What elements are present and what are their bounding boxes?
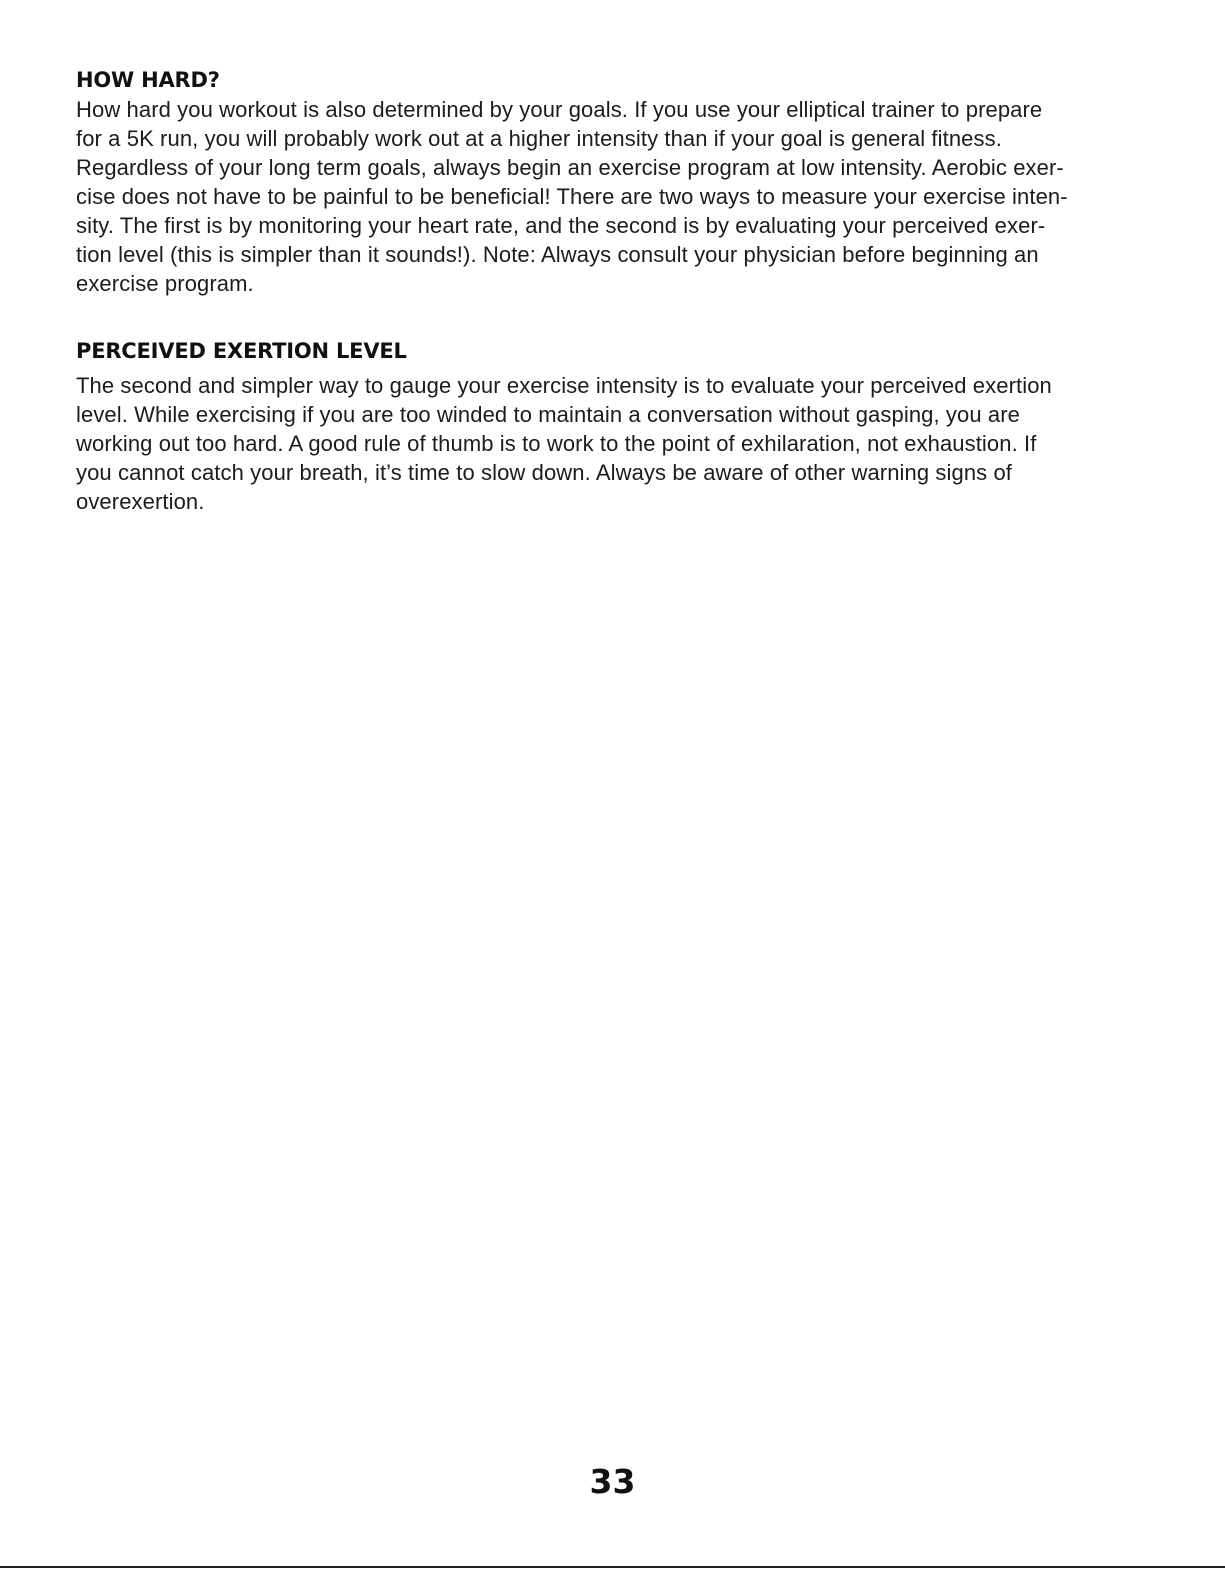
how-hard-line-2: for a 5K run, you will probably work out at a higher intensity than if your goal is general fitness.: [76, 126, 1002, 151]
perceived-exertion-line-4: you cannot catch your breath, it’s time to slow down. Always be aware of other warning signs of: [76, 460, 1013, 485]
how-hard-line-5: sity. The first is by monitoring your heart rate, and the second is by evaluating your perceived exer-: [76, 213, 1046, 238]
how-hard-line-1: How hard you workout is also determined by your goals. If you use your elliptical trainer to prepare: [76, 97, 1043, 122]
how-hard-line-6: tion level (this is simpler than it sounds!). Note: Always consult your physician before beginning an: [76, 242, 1039, 267]
how-hard-line-4: cise does not have to be painful to be beneficial! There are two ways to measure your exercise inten-: [76, 184, 1068, 209]
perceived-exertion-line-1: The second and simpler way to gauge your exercise intensity is to evaluate your perceived exertion: [76, 373, 1052, 398]
section-heading-perceived-exertion: PERCEIVED EXERTION LEVEL: [76, 339, 407, 363]
bottom-divider: [0, 1566, 1225, 1568]
perceived-exertion-line-3: working out too hard. A good rule of thumb is to work to the point of exhilaration, not exhaustion. If: [76, 431, 1037, 456]
perceived-exertion-line-2: level. While exercising if you are too winded to maintain a conversation without gasping, you are: [76, 402, 1020, 427]
how-hard-line-7: exercise program.: [76, 271, 254, 296]
perceived-exertion-line-5: overexertion.: [76, 489, 205, 514]
section-heading-how-hard: HOW HARD?: [76, 68, 220, 92]
how-hard-line-3: Regardless of your long term goals, always begin an exercise program at low intensity. Aerobic exer-: [76, 155, 1064, 180]
page-number: 33: [589, 1462, 636, 1501]
